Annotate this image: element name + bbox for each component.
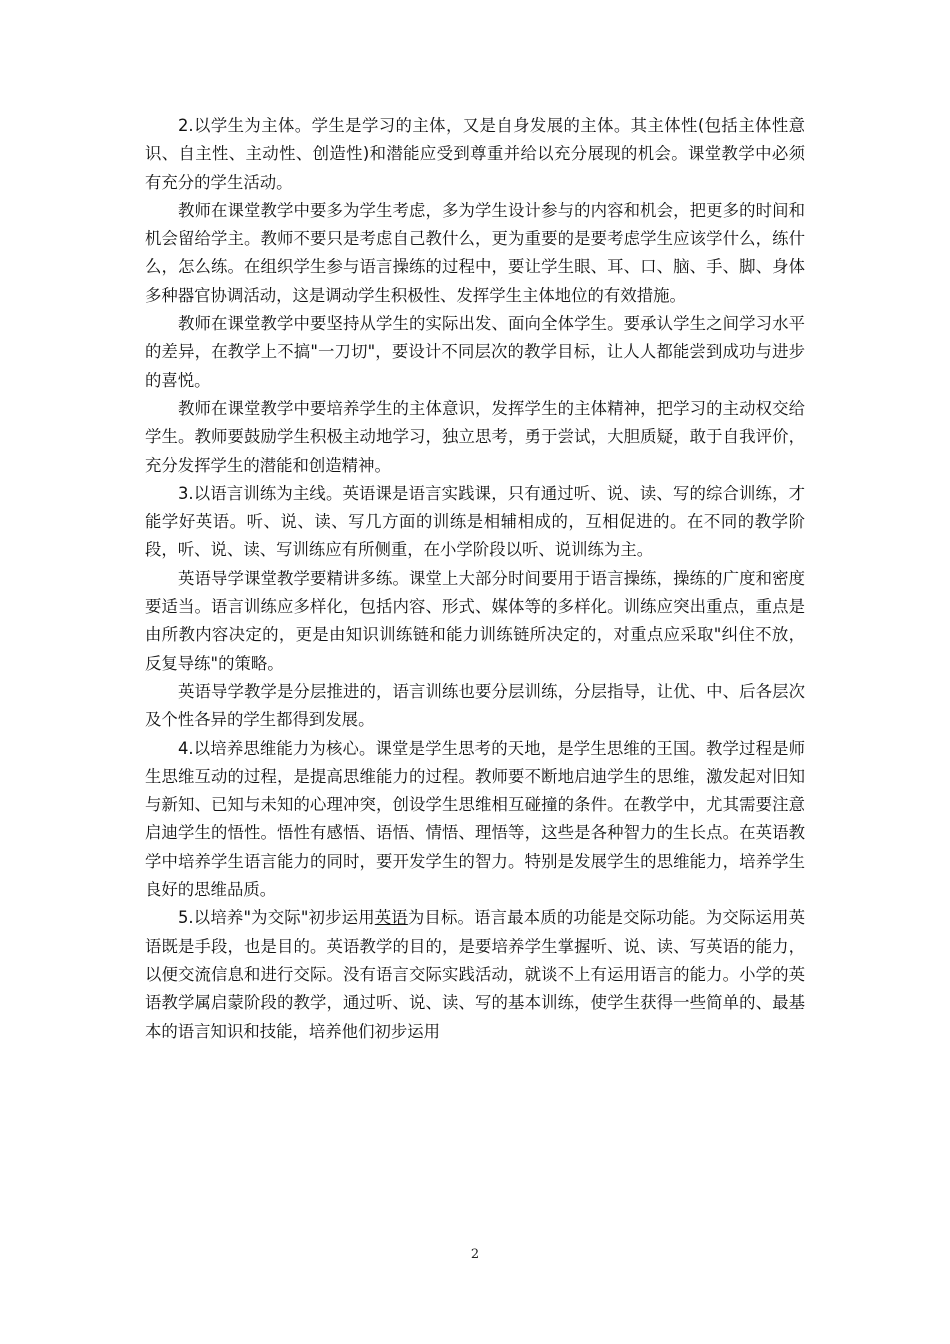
paragraph-1: 2.以学生为主体。学生是学习的主体，又是自身发展的主体。其主体性(包括主体性意识、自主性、主动性、创造性)和潜能应受到尊重并给以充分展现的机会。课堂教学中必须有充分的学生活动。 xyxy=(145,116,805,192)
paragraph-4: 教师在课堂教学中要培养学生的主体意识，发挥学生的主体精神，把学习的主动权交给学生。教师要鼓励学生积极主动地学习，独立思考，勇于尝试，大胆质疑，敢于自我评价，充分发挥学生的潜能和创造精神。 xyxy=(145,398,805,475)
paragraph-9 xyxy=(145,904,805,1045)
paragraph-9-lead: 5.以培养"为交际"初步运用 xyxy=(178,908,375,928)
paragraph-2: 教师在课堂教学中要多为学生考虑，多为学生设计参与的内容和机会，把更多的时间和机会留给学主。教师不要只是考虑自己教什么，更为重要的是要考虑学生应该学什么，练什么，怎么练。在组织学生参与语言操练的过程中，要让学生眼、耳、口、脑、手、脚、身体多种器官协调活动，这是调动学生积极性、发挥学生主体地位的有效措施。 xyxy=(145,200,805,305)
paragraph-3: 教师在课堂教学中要坚持从学生的实际出发、面向全体学生。要承认学生之间学习水平的差异，在教学上不搞"一刀切"，要设计不同层次的教学目标，让人人都能尝到成功与进步的喜悦。 xyxy=(145,314,805,390)
paragraph-5: 3.以语言训练为主线。英语课是语言实践课，只有通过听、说、读、写的综合训练，才能学好英语。听、说、读、写几方面的训练是相辅相成的，互相促进的。在不同的教学阶段，听、说、读、写训练应有所侧重，在小学阶段以听、说训练为主。 xyxy=(145,483,805,560)
page-number: 2 xyxy=(470,1247,480,1262)
paragraph-8: 4.以培养思维能力为核心。课堂是学生思考的天地，是学生思维的王国。教学过程是师生思维互动的过程，是提高思维能力的过程。教师要不断地启迪学生的思维，激发起对旧知与新知、已知与未知的心理冲突，创设学生思维相互碰撞的条件。在教学中，尤其需要注意启迪学生的悟性。悟性有感悟、语悟、情悟、理悟等，这些是各种智力的生长点。在英语教学中培养学生语言能力的同时，要开发学生的智力。特别是发展学生的思维能力，培养学生良好的思维品质。 xyxy=(145,738,805,900)
paragraph-7: 英语导学教学是分层推进的，语言训练也要分层训练，分层指导，让优、中、后各层次及个性各异的学生都得到发展。 xyxy=(145,681,805,730)
paragraph-6: 英语导学课堂教学要精讲多练。课堂上大部分时间要用于语言操练，操练的广度和密度要适当。语言训练应多样化，包括内容、形式、媒体等的多样化。训练应突出重点，重点是由所教内容决定的，更是由知识训练链和能力训练链所决定的，对重点应采取"纠住不放，反复导练"的策略。 xyxy=(145,568,805,673)
paragraph-9-rest: 为目标。语言最本质的功能是交际功能。为交际运用英语既是手段，也是目的。英语教学的目的，是要培养学生掌握听、说、读、写英语的能力，以便交流信息和进行交际。没有语言交际实践活动，就谈不上有运用语言的能力。小学的英语教学属启蒙阶段的教学，通过听、说、读、写的基本训练，使学生获得一些简单的、最基本的语言知识和技能，培养他们初步运用 xyxy=(145,908,805,1041)
english-link[interactable]: 英语 xyxy=(374,908,408,928)
document-body xyxy=(145,112,805,1046)
